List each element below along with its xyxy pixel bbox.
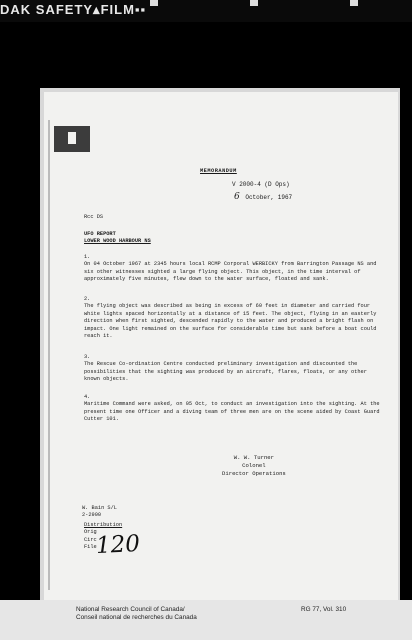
file-initials	[82, 505, 117, 520]
paragraph-1	[84, 254, 384, 284]
sprocket-hole	[150, 0, 158, 6]
sprocket-hole	[350, 0, 358, 6]
film-strip	[0, 0, 412, 22]
date-rest: October, 1967	[245, 194, 293, 201]
paragraph-text: Maritime Command were asked, on 05 Oct, to conduct an investigation into the sighting. At the present time one Officer and a diving team of three men are on the scene aided by Coast Guard Cutter 101.	[84, 401, 380, 423]
file-reference: V 2000-4 (D Ops)	[232, 181, 290, 188]
handwritten-page-number: 120	[95, 530, 141, 560]
paragraph-4	[84, 394, 384, 424]
archive-footer	[0, 600, 412, 640]
author-reference: W. Bain S/L	[82, 505, 117, 511]
paragraph-number: 2.	[84, 296, 91, 302]
paragraph-3	[84, 354, 384, 384]
paragraph-number: 3.	[84, 354, 91, 360]
paragraph-2	[84, 296, 384, 340]
sprocket-hole	[250, 0, 258, 6]
distribution-heading: Distribution	[84, 522, 123, 528]
signature-title: Director Operations	[222, 470, 286, 477]
memo-subject	[84, 231, 151, 246]
paragraph-text: On 04 October 1967 at 2345 hours local RCMP Corporal WERBICKY from Barrington Passage NS and six other witnesses sighted a large flying object. This object, in the time interval of approximately five minutes, flew down to the water surface, floated and sank.	[84, 261, 377, 283]
addressee: Rcc DS	[84, 214, 104, 220]
distribution-item: Orig	[84, 529, 97, 536]
punch-hole	[68, 132, 76, 144]
signature-name: W. W. Turner	[233, 454, 275, 461]
paragraph-number: 4.	[84, 394, 91, 400]
archive-credit	[76, 606, 197, 622]
film-label: DAK SAFETY▴FILM▪▪	[0, 2, 147, 17]
archive-org-fr: Conseil national de recherches du Canada	[76, 614, 197, 621]
memo-date	[234, 194, 292, 201]
paper-edge	[48, 120, 50, 590]
memo-title: MEMORANDUM	[200, 168, 237, 174]
archive-org-en: National Research Council of Canada/	[76, 606, 185, 613]
signature-rank: Colonel	[242, 462, 266, 469]
paragraph-number: 1.	[84, 254, 91, 260]
date-day: 6	[234, 192, 240, 202]
distribution-item: Circ	[84, 536, 97, 543]
distribution-item: File	[84, 544, 97, 551]
subject-line-2: LOWER WOOD HARBOUR NS	[84, 238, 151, 245]
paragraph-text: The Rescue Co-ordination Centre conducted preliminary investigation and discounted the possibilities that the sighting was produced by an aircraft, flares, floats, or any other known objects.	[84, 361, 367, 383]
phone-reference: 2-2900	[82, 512, 102, 519]
subject-line-1: UFO REPORT	[84, 231, 116, 237]
paragraph-text: The flying object was described as being in excess of 60 feet in diameter and carried four white lights spaced horizontally at a distance of 15 feet. The object, flying in an easterly direction when first sighted, descended rapidly to the water and produced a bright flash on impact. One light remained on the surface for considerable time but sank before a boat could reach it.	[84, 303, 377, 340]
archive-reference: RG 77, Vol. 310	[301, 606, 347, 613]
signature-block	[222, 454, 286, 478]
